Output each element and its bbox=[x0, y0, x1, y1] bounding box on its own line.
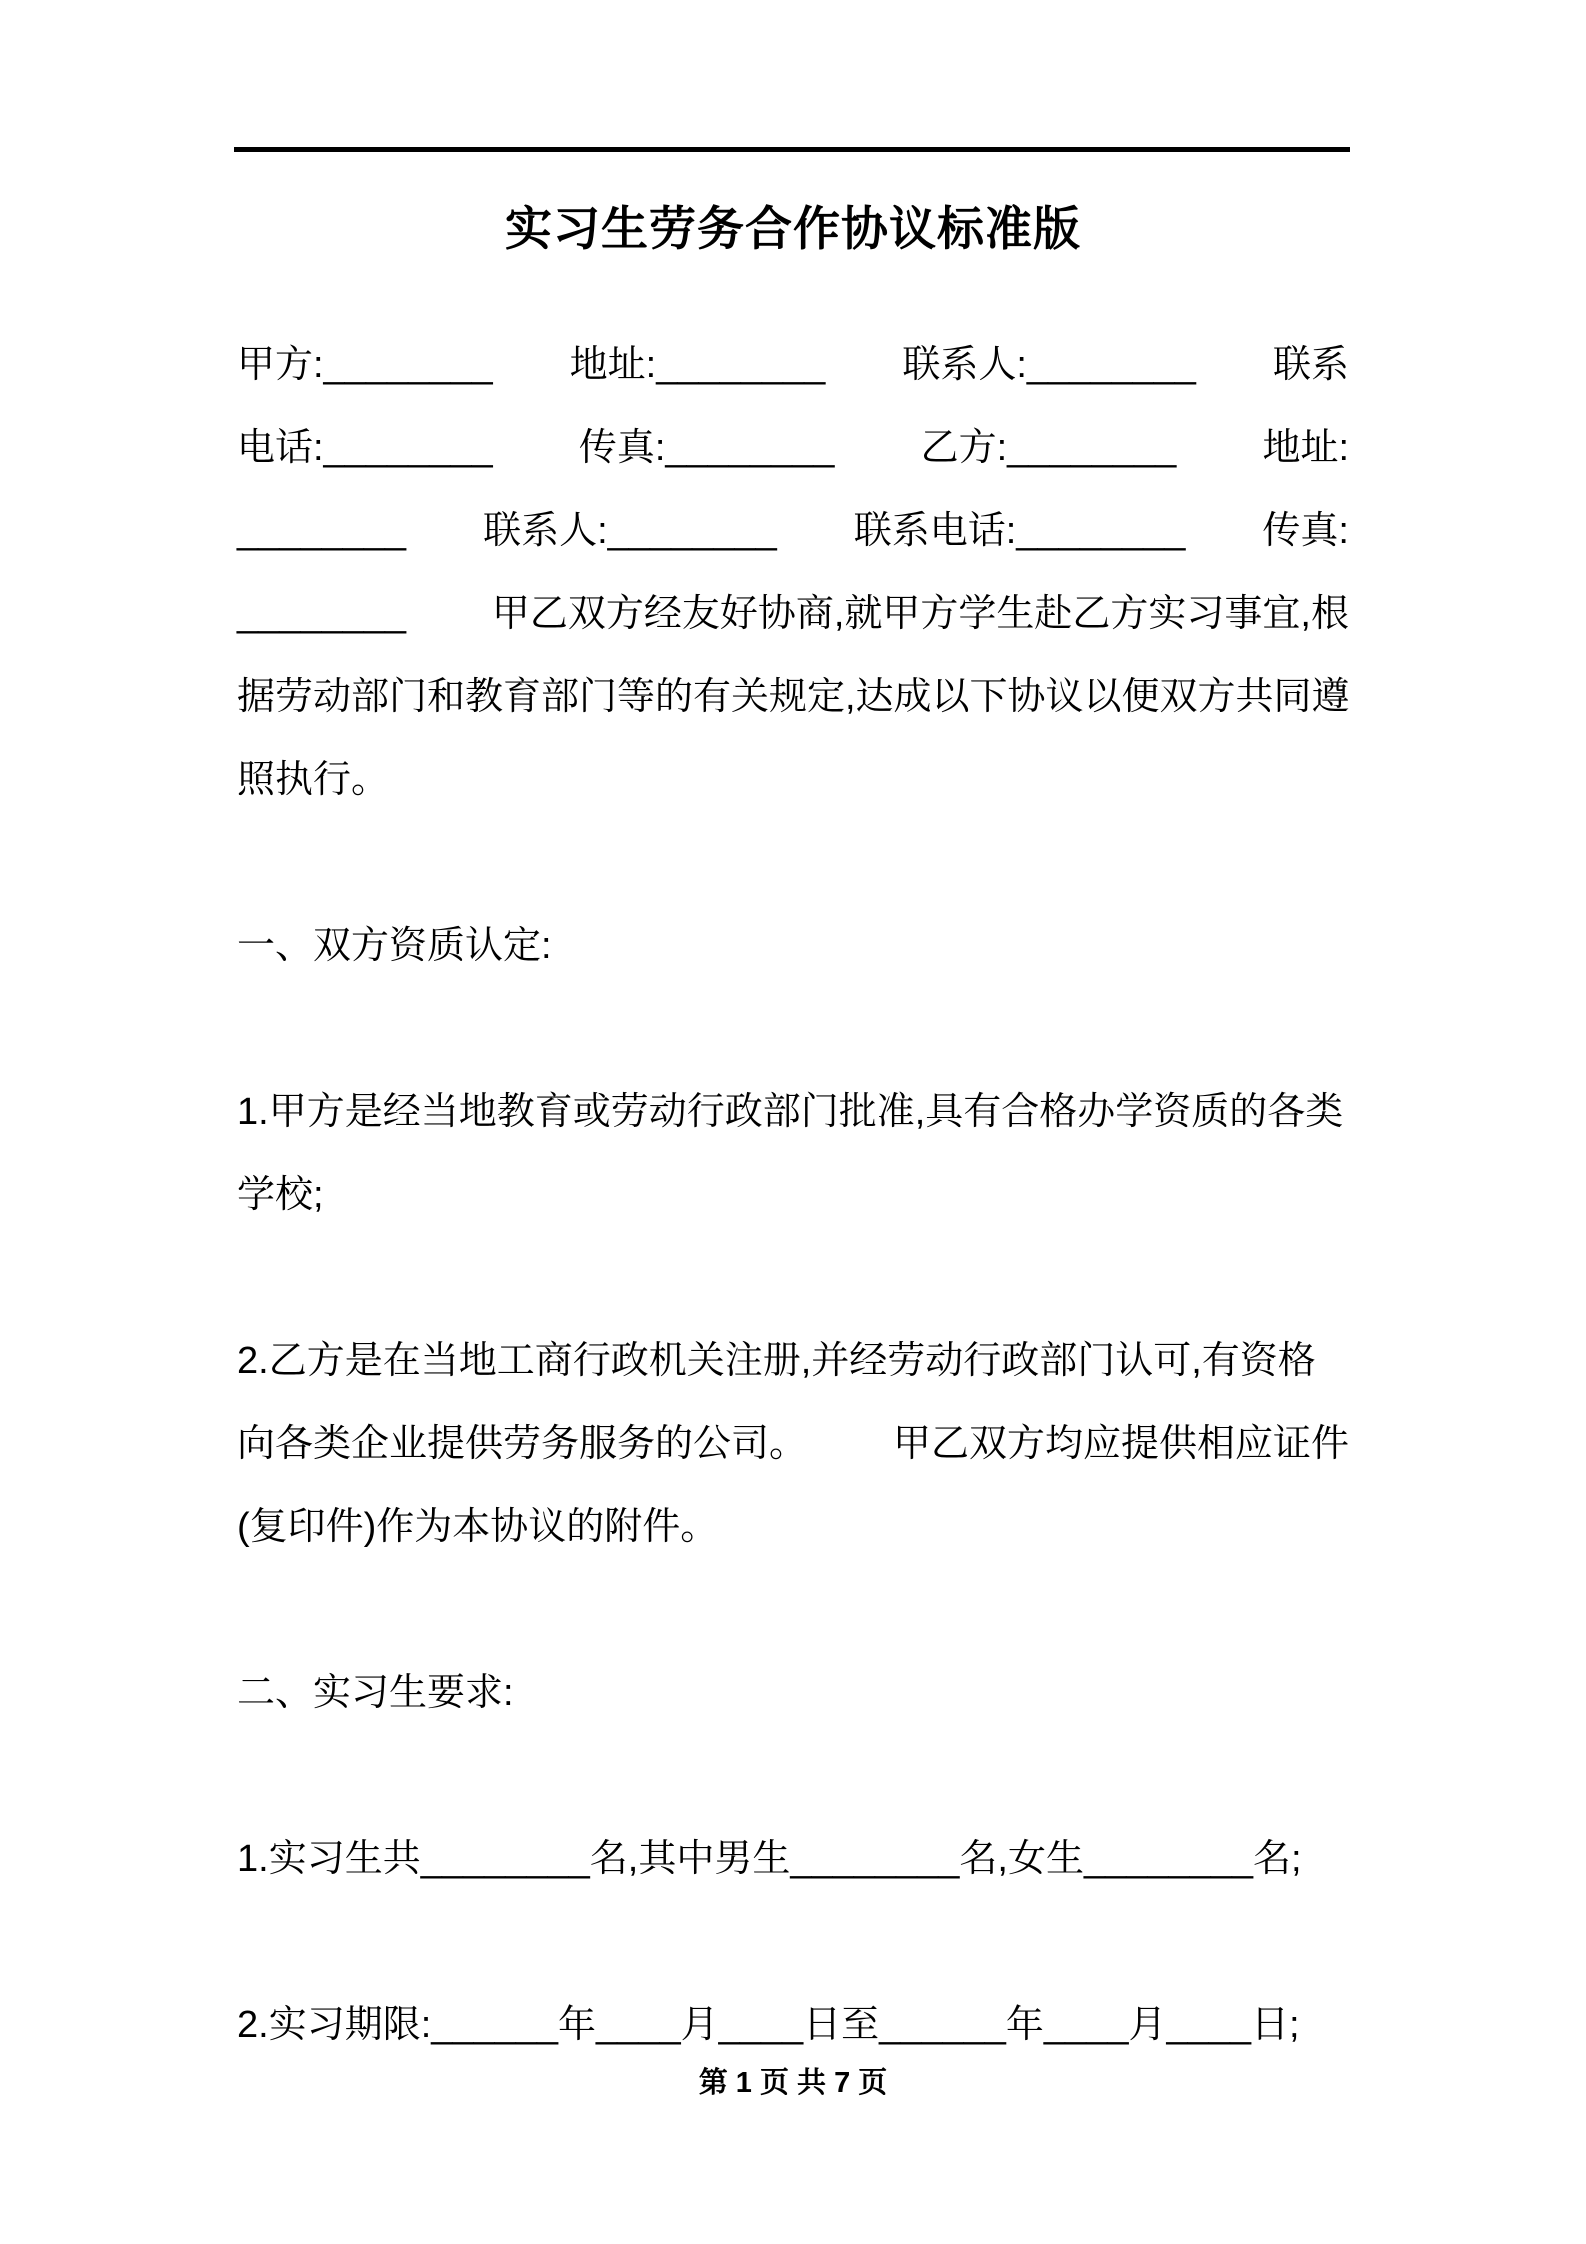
field-address-b-label: 地址: bbox=[1262, 427, 1349, 469]
section-1-item-2-line-1: 2.乙方是在当地工商行政机关注册,并经劳动行政部门认可,有资格 bbox=[237, 1340, 1316, 1382]
field-phone-a: 电话:________ bbox=[237, 427, 493, 469]
header-divider-line bbox=[234, 147, 1350, 152]
field-fax-b-blank: ________ bbox=[237, 593, 407, 635]
field-contact-phone-a-label-part: 联系 bbox=[1272, 344, 1349, 386]
intro-line-1 bbox=[237, 324, 1349, 407]
document-body bbox=[237, 324, 1349, 2067]
intro-line-2 bbox=[237, 407, 1349, 490]
section-1-item-2-line-3: (复印件)作为本协议的附件。 bbox=[237, 1506, 719, 1548]
section-2-item-2: 2.实习期限:______年____月____日至______年____月____日; bbox=[237, 2004, 1300, 2046]
field-fax-b-label: 传真: bbox=[1262, 510, 1349, 552]
intro-sentence-start: 甲乙双方经友好协商,就甲方学生赴乙方实习事宜,根 bbox=[491, 593, 1349, 635]
intro-line-5: 据劳动部门和教育部门等的有关规定,达成以下协议以便双方共同遵 bbox=[237, 676, 1350, 718]
section-1-heading: 一、双方资质认定: bbox=[237, 925, 552, 967]
section-1-item-1 bbox=[237, 1071, 1349, 1237]
intro-line-3 bbox=[237, 490, 1349, 573]
intro-paragraph bbox=[237, 324, 1349, 822]
section-2-heading: 二、实习生要求: bbox=[237, 1672, 514, 1714]
intro-line-6: 照执行。 bbox=[237, 759, 390, 801]
field-address-a: 地址:________ bbox=[569, 344, 826, 386]
section-1-item-2 bbox=[237, 1320, 1349, 1569]
section-1-item-2-line-2 bbox=[237, 1403, 1349, 1486]
document-title: 实习生劳务合作协议标准版 bbox=[505, 202, 1081, 255]
field-address-b-blank: ________ bbox=[237, 510, 407, 552]
field-contact-phone-b: 联系电话:________ bbox=[853, 510, 1186, 552]
field-contact-a: 联系人:________ bbox=[902, 344, 1196, 386]
field-party-b: 乙方:________ bbox=[920, 427, 1177, 469]
page-number-footer: 第 1 页 共 7 页 bbox=[698, 2067, 888, 2099]
field-party-a: 甲方:________ bbox=[237, 344, 493, 386]
section-2-item-1: 1.实习生共________名,其中男生________名,女生________名; bbox=[237, 1838, 1302, 1880]
item-2-sentence-next: 甲乙双方均应提供相应证件 bbox=[892, 1423, 1349, 1465]
section-1-item-1-line-2: 学校; bbox=[237, 1174, 324, 1216]
field-contact-b: 联系人:________ bbox=[483, 510, 777, 552]
field-fax-a: 传真:________ bbox=[578, 427, 835, 469]
item-2-sentence-end: 向各类企业提供劳务服务的公司。 bbox=[237, 1423, 808, 1465]
intro-line-4 bbox=[237, 573, 1349, 656]
section-1-item-1-line-1: 1.甲方是经当地教育或劳动行政部门批准,具有合格办学资质的各类 bbox=[237, 1091, 1344, 1133]
